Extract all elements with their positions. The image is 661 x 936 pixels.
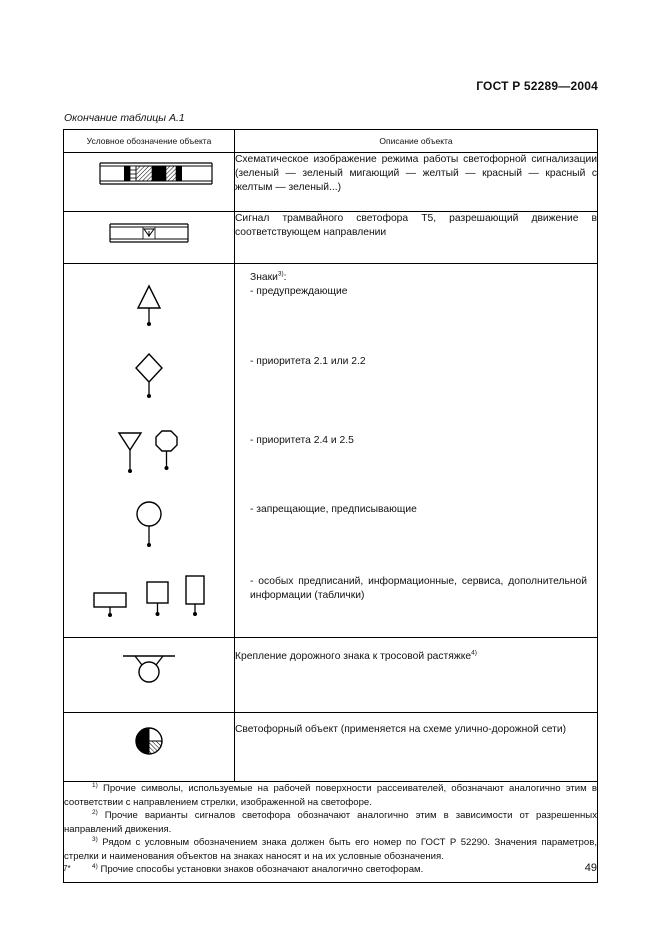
symbol-cell (64, 638, 235, 713)
table-header-row (64, 130, 598, 153)
description-cell: Светофорный объект (применяется на схеме улично-дорожной сети) (235, 713, 598, 782)
table-row (64, 153, 598, 212)
footnotes-cell (64, 782, 598, 883)
sign-symbols-group (64, 264, 234, 632)
warning-sign-symbol (138, 286, 160, 326)
table-row (64, 638, 598, 713)
signs-priority-2-4-text: - приоритета 2.4 и 2.5 (250, 435, 354, 446)
priority-2-1-sign-symbol (136, 354, 162, 398)
information-plate-wide-symbol (94, 593, 126, 617)
cable-mount-description-cell: Крепление дорожного знака к тросовой растяжке$^{4)}$ (235, 638, 598, 713)
symbols-table (63, 129, 598, 883)
description-cell: Схематическое изображение режима работы светофорной сигнализации (зеленый — зеленый мигающий — желтый — красный — красный с желтым — зеленый...) (235, 153, 598, 212)
tram-signal-symbol (64, 212, 234, 258)
information-plate-tall-symbol (186, 576, 204, 616)
footnote: $^{4)}$ Прочие способы установки знаков обозначают аналогично светофорам. (92, 862, 424, 875)
signs-heading: Знаки$^{3)}$: (250, 270, 287, 283)
cable-mount-symbol (64, 638, 234, 700)
symbol-cell (64, 153, 235, 212)
footnote: $^{3)}$ Рядом с условным обозначением знака должен быть его номер по ГОСТ Р 52290. Значения параметров, стрелки и наименования объектов на знаках наносят и на их условные обозначения. (64, 835, 597, 862)
column-header-symbol: Условное обозначение объекта (64, 130, 235, 153)
symbol-cell (64, 713, 235, 782)
page-number: 49 (584, 862, 597, 874)
signs-special-text: - особых предписаний, информационные, сервиса, дополнительной информации (таблички) (250, 576, 587, 601)
document-standard-number: ГОСТ Р 52289—2004 (476, 79, 598, 93)
traffic-light-mode-symbol (64, 153, 234, 206)
footnotes-row (64, 782, 598, 883)
printing-signature: 7* (63, 864, 71, 873)
signs-warning-text: - предупреждающие (250, 286, 348, 297)
priority-2-4-sign-symbol (119, 433, 141, 473)
footnote: $^{2)}$ Прочие варианты сигналов светофора обозначают аналогично этим в зависимости от разрешенных направлений движения. (64, 808, 597, 835)
signs-priority-2-1-text: - приоритета 2.1 или 2.2 (250, 356, 366, 367)
footnote: $^{1)}$ Прочие символы, используемые на рабочей поверхности рассеивателей, обозначают аналогично этим в соответствии с направлением стрелки, изображенной на светофоре. (64, 781, 597, 808)
signs-description-cell (235, 264, 598, 638)
symbol-cell (64, 212, 235, 264)
table-caption: Окончание таблицы А.1 (64, 112, 185, 124)
symbol-cell (64, 264, 235, 638)
table-row (64, 264, 598, 638)
description-cell: Сигнал трамвайного светофора Т5, разрешающий движение в соответствующем направлении (235, 212, 598, 264)
priority-2-5-sign-symbol (156, 431, 177, 470)
information-plate-square-symbol (147, 582, 168, 616)
table-row (64, 212, 598, 264)
table-row (64, 713, 598, 782)
prohibitory-sign-symbol (137, 502, 161, 547)
column-header-description: Описание объекта (235, 130, 598, 153)
traffic-signal-object-symbol (64, 713, 234, 771)
signs-prohibitory-text: - запрещающие, предписывающие (250, 504, 417, 515)
